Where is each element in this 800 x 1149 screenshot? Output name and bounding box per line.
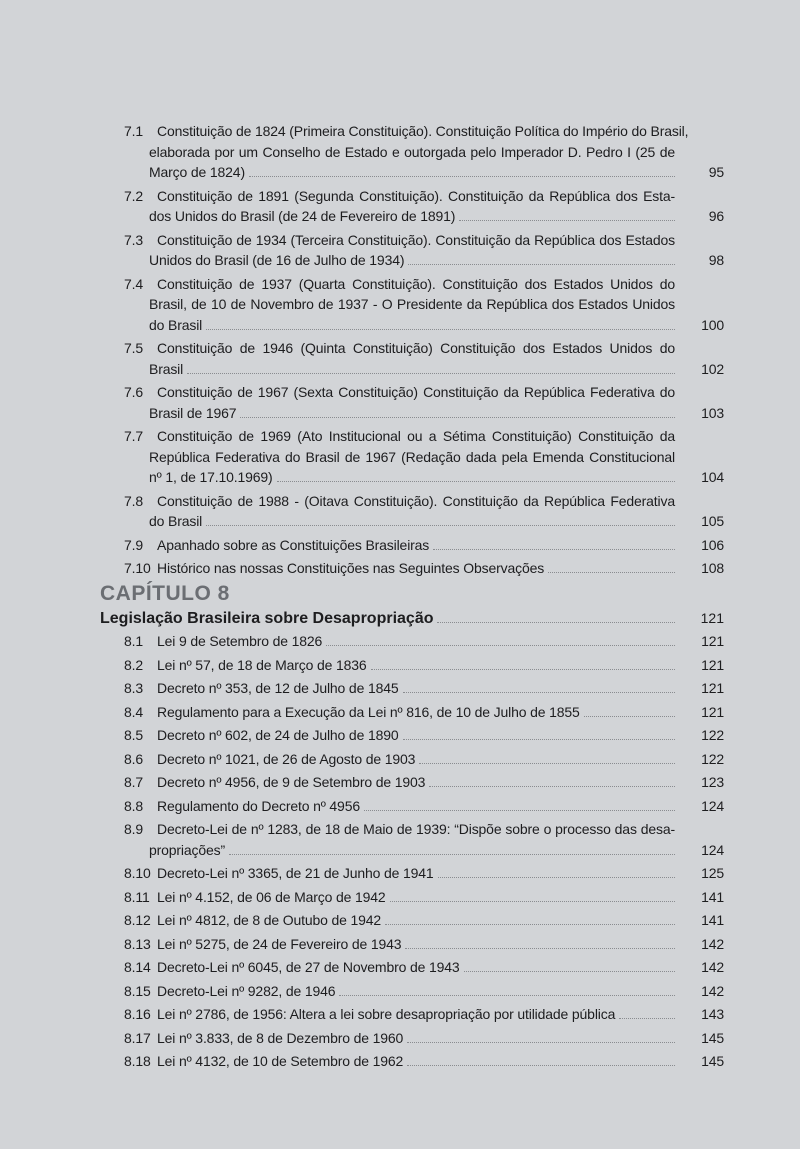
dot-leader	[419, 762, 675, 764]
dot-leader	[459, 219, 675, 221]
toc-entry-text: dos Unidos do Brasil (de 24 de Fevereiro de 1891)	[149, 208, 456, 224]
toc-entry-text: elaborada por um Conselho de Estado e outorgada pelo Imperador D. Pedro I (25 de	[149, 143, 675, 160]
dot-leader	[206, 328, 675, 330]
toc-entry-number: 7.9	[124, 536, 144, 553]
dot-leader	[364, 809, 675, 811]
toc-entry[interactable]	[124, 678, 724, 699]
toc-entry-number: 8.5	[124, 727, 144, 743]
toc-entry-number: 7.2	[124, 187, 144, 204]
toc-page-number: 122	[701, 727, 724, 743]
toc-entry-number: 8.13	[124, 935, 151, 952]
dot-leader	[584, 715, 675, 717]
toc-entry[interactable]	[124, 274, 724, 336]
toc-page-number: 143	[701, 1006, 724, 1022]
toc-entry-text: Constituição de 1937 (Quarta Constituição). Constituição dos Estados Unidos do	[157, 275, 675, 292]
toc-entry-number: 8.4	[124, 703, 144, 720]
chapter-title: Legislação Brasileira sobre Desapropriação	[100, 610, 434, 627]
toc-entry-number: 8.11	[124, 888, 150, 905]
toc-entry[interactable]	[124, 749, 724, 770]
dot-leader	[403, 738, 676, 740]
toc-entry[interactable]	[124, 426, 724, 488]
toc-entry-text: República Federativa do Brasil de 1967 (Redação dada pela Emenda Constitucional	[149, 448, 675, 465]
toc-page-number: 122	[701, 750, 724, 767]
dot-leader	[371, 668, 675, 670]
toc-page-number: 104	[701, 469, 724, 485]
toc-page-number: 102	[701, 360, 724, 377]
dot-leader	[548, 571, 675, 573]
toc-page-number: 96	[708, 208, 724, 224]
toc-page-number: 142	[701, 935, 724, 952]
toc-entry-text: Constituição de 1969 (Ato Institucional ou a Sétima Constituição) Constituição da	[157, 428, 675, 444]
toc-page-number: 121	[701, 680, 724, 696]
toc-entry-text: do Brasil	[149, 513, 203, 529]
toc-entry-text: Decreto-Lei nº 3365, de 21 de Junho de 1941	[157, 865, 434, 881]
toc-entry-text: Lei nº 2786, de 1956: Altera a lei sobre desapropriação por utilidade pública	[157, 1006, 616, 1022]
dot-leader	[438, 876, 675, 878]
dot-leader	[249, 175, 675, 177]
toc-entry-number: 7.4	[124, 275, 144, 292]
toc-entry-number: 7.7	[124, 428, 144, 444]
toc-page-number: 141	[701, 888, 724, 905]
toc-entry-text: Lei 9 de Setembro de 1826	[157, 633, 323, 649]
toc-page-number: 103	[701, 404, 724, 421]
toc-page-number: 105	[701, 513, 724, 529]
toc-entry[interactable]	[124, 186, 724, 227]
toc-entry-number: 8.15	[124, 982, 151, 999]
toc-entry-text: nº 1, de 17.10.1969)	[149, 469, 273, 485]
toc-entry-text: Constituição de 1934 (Terceira Constituição). Constituição da República dos Estados	[157, 231, 675, 248]
toc-entry-text: Constituição de 1967 (Sexta Constituição) Constituição da República Federativa do	[157, 384, 675, 400]
toc-entry-number: 8.7	[124, 774, 144, 790]
chapter-page-number: 121	[700, 610, 724, 626]
toc-entry-text: Brasil, de 10 de Novembro de 1937 - O Presidente da República dos Estados Unidos	[149, 296, 675, 312]
toc-entry-text: Constituição de 1946 (Quinta Constituição) Constituição dos Estados Unidos do	[157, 340, 675, 356]
toc-entry[interactable]	[124, 1028, 724, 1049]
toc-entry-text: Histórico nas nossas Constituições nas Seguintes Observações	[157, 560, 545, 576]
toc-page-number: 121	[701, 633, 724, 649]
toc-entry-text: Constituição de 1824 (Primeira Constituição). Constituição Política do Império do Brasil,	[157, 123, 689, 139]
toc-entry[interactable]	[124, 631, 724, 652]
toc-page-number: 142	[701, 959, 724, 975]
toc-page-number: 121	[701, 656, 724, 673]
toc-entry-number: 7.5	[124, 340, 144, 356]
dot-leader	[429, 785, 675, 787]
toc-entry[interactable]	[124, 934, 724, 955]
dot-leader	[437, 621, 675, 623]
toc-entry-number: 8.1	[124, 633, 144, 649]
dot-leader	[433, 548, 675, 550]
toc-entry-number: 7.3	[124, 231, 144, 248]
toc-entry-text: do Brasil	[149, 316, 203, 333]
dot-leader	[407, 1041, 675, 1043]
dot-leader	[277, 480, 675, 482]
toc-page-number: 145	[701, 1029, 724, 1046]
toc-entry[interactable]	[124, 725, 724, 746]
toc-entry[interactable]	[124, 535, 724, 556]
toc-entry-text: Brasil de 1967	[149, 404, 237, 421]
dot-leader	[206, 524, 675, 526]
toc-page-number: 125	[701, 865, 724, 881]
chapter-label: CAPÍTULO 8	[100, 582, 230, 605]
toc-entry[interactable]	[124, 382, 724, 423]
toc-entry-text: propriações”	[149, 841, 226, 858]
toc-entry[interactable]	[124, 910, 724, 931]
dot-leader	[385, 923, 675, 925]
toc-entry-number: 8.18	[124, 1053, 151, 1069]
toc-entry-number: 8.17	[124, 1029, 151, 1046]
toc-entry-text: Decreto-Lei nº 6045, de 27 de Novembro de 1943	[157, 959, 460, 975]
toc-entry-text: Lei nº 3.833, de 8 de Dezembro de 1960	[157, 1029, 404, 1046]
toc-entry-text: Lei nº 4812, de 8 de Outubo de 1942	[157, 912, 382, 928]
dot-leader	[187, 372, 675, 374]
toc-page-number: 124	[701, 841, 724, 858]
toc-page-number: 145	[701, 1053, 724, 1069]
dot-leader	[405, 947, 675, 949]
toc-entry-number: 8.8	[124, 797, 144, 814]
toc-entry-number: 7.1	[124, 123, 144, 139]
dot-leader	[464, 970, 675, 972]
toc-entry[interactable]	[124, 887, 724, 908]
toc-entry-number: 8.14	[124, 959, 151, 975]
toc-page-number: 141	[701, 912, 724, 928]
toc-entry-text: Brasil	[149, 360, 184, 377]
toc-entry-number: 8.9	[124, 821, 144, 837]
toc-page-number: 100	[701, 316, 724, 333]
toc-entry-number: 8.3	[124, 680, 144, 696]
toc-entry[interactable]	[124, 957, 724, 978]
chapter-title-row[interactable]	[100, 608, 724, 629]
toc-entry-text: Decreto nº 4956, de 9 de Setembro de 1903	[157, 774, 426, 790]
dot-leader	[408, 263, 675, 265]
dot-leader	[407, 1064, 675, 1066]
toc-page-number: 121	[701, 703, 724, 720]
toc-page-number: 124	[701, 797, 724, 814]
toc-entry[interactable]	[124, 819, 724, 860]
toc-entry-text: Lei nº 4.152, de 06 de Março de 1942	[157, 888, 386, 905]
toc-entry-number: 8.16	[124, 1006, 151, 1022]
toc-entry-text: Constituição de 1988 - (Oitava Constituição). Constituição da República Federativa	[157, 492, 675, 509]
toc-entry-number: 7.8	[124, 492, 144, 509]
toc-entry[interactable]	[124, 796, 724, 817]
toc-entry[interactable]	[124, 1051, 724, 1072]
dot-leader	[326, 644, 675, 646]
toc-entry-text: Decreto nº 602, de 24 de Julho de 1890	[157, 727, 399, 743]
toc-entry-number: 8.6	[124, 750, 144, 767]
dot-leader	[229, 853, 675, 855]
toc-entry-text: Decreto nº 1021, de 26 de Agosto de 1903	[157, 750, 416, 767]
toc-entry[interactable]	[124, 655, 724, 676]
toc-entry-text: Lei nº 4132, de 10 de Setembro de 1962	[157, 1053, 404, 1069]
toc-page-number: 106	[701, 536, 724, 553]
toc-entry-text: Unidos do Brasil (de 16 de Julho de 1934)	[149, 252, 405, 268]
dot-leader	[390, 900, 675, 902]
dot-leader	[240, 416, 675, 418]
toc-page-number: 142	[701, 982, 724, 999]
toc-entry[interactable]	[124, 863, 724, 884]
toc-entry-number: 8.2	[124, 656, 144, 673]
toc-entry-text: Regulamento do Decreto nº 4956	[157, 797, 360, 814]
toc-entry-number: 8.12	[124, 912, 151, 928]
toc-page-number: 98	[708, 252, 724, 268]
toc-page-number: 95	[708, 164, 724, 180]
toc-entry[interactable]	[124, 981, 724, 1002]
toc-entry-text: Regulamento para a Execução da Lei nº 816, de 10 de Julho de 1855	[157, 703, 580, 720]
toc-entry[interactable]	[124, 702, 724, 723]
toc-entry[interactable]	[124, 121, 724, 183]
toc-entry-text: Lei nº 5275, de 24 de Fevereiro de 1943	[157, 935, 402, 952]
toc-entry-text: Apanhado sobre as Constituições Brasileiras	[157, 536, 430, 553]
toc-entry[interactable]	[124, 1004, 724, 1025]
toc-entry-number: 7.10	[124, 560, 151, 576]
toc-entry-text: Março de 1824)	[149, 164, 245, 180]
toc-entry[interactable]	[124, 230, 724, 271]
toc-entry-number: 7.6	[124, 384, 144, 400]
dot-leader	[339, 994, 675, 996]
toc-page-number: 108	[701, 560, 724, 576]
toc-entry[interactable]	[124, 772, 724, 793]
toc-entry[interactable]	[124, 491, 724, 532]
toc-entry-text: Constituição de 1891 (Segunda Constituição). Constituição da República dos Esta-	[157, 187, 675, 204]
toc-entry-text: Lei nº 57, de 18 de Março de 1836	[157, 656, 367, 673]
dot-leader	[403, 691, 676, 693]
toc-entry-text: Decreto-Lei nº 9282, de 1946	[157, 982, 336, 999]
toc-entry-text: Decreto-Lei de nº 1283, de 18 de Maio de 1939: “Dispõe sobre o processo das desa-	[157, 821, 675, 837]
toc-page-number: 123	[701, 774, 724, 790]
toc-entry-text: Decreto nº 353, de 12 de Julho de 1845	[157, 680, 399, 696]
toc-entry[interactable]	[124, 558, 724, 579]
toc-entry-number: 8.10	[124, 865, 151, 881]
dot-leader	[619, 1017, 675, 1019]
toc-entry[interactable]	[124, 338, 724, 379]
